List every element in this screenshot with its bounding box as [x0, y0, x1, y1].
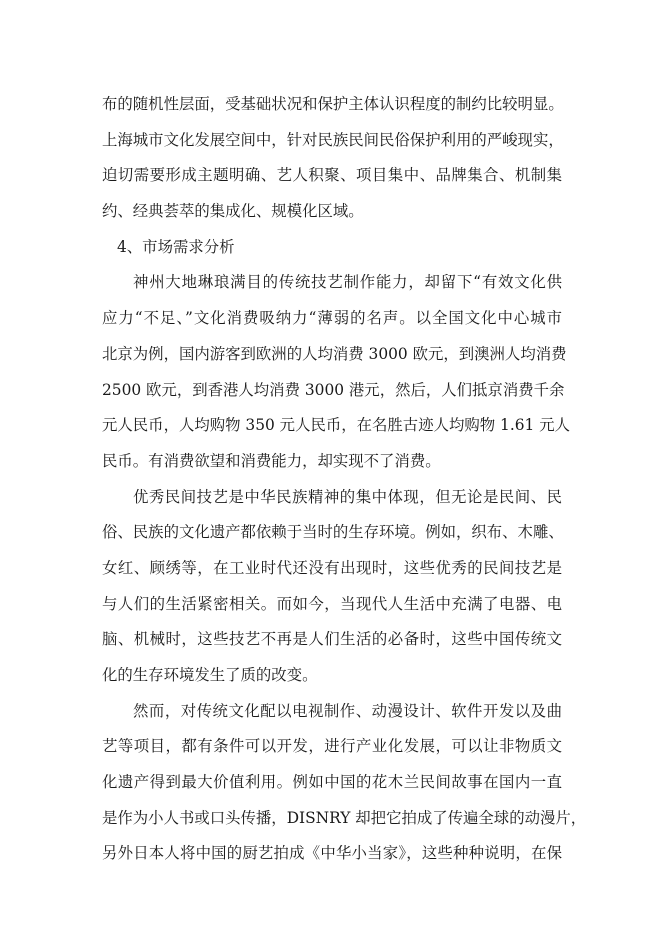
paragraph-1-line-1: 布的随机性层面，受基础状况和保护主体认识程度的制约比较明显。 — [102, 95, 564, 113]
paragraph-4-line-3: 化遗产得到最大价值利用。例如中国的花木兰民间故事在国内一直 — [102, 773, 562, 792]
paragraph-2-line-2: 应力“不足、”文化消费吸纳力“薄弱的名声。以全国文化中心城市 — [102, 309, 562, 328]
paragraph-1-line-3: 迫切需要形成主题明确、艺人积聚、项目集中、品牌集合、机制集 — [102, 166, 562, 185]
paragraph-3-line-3: 女红、顾绣等，在工业时代还没有出现时，这些优秀的民间技艺是 — [102, 558, 562, 577]
paragraph-2-line-1: 神州大地琳琅满目的传统技艺制作能力，却留下“有效文化供 — [133, 273, 562, 292]
paragraph-3-line-6: 化的生存环境发生了质的改变。 — [102, 666, 318, 684]
paragraph-1-line-4: 约、经典荟萃的集成化、规模化区域。 — [102, 202, 364, 221]
paragraph-3-line-4: 与人们的生活紧密相关。而如今，当现代人生活中充满了电器、电 — [102, 594, 562, 613]
paragraph-2-line-5: 元人民币，人均购物 350 元人民币，在名胜古迹人均购物 1.61 元人 — [102, 416, 570, 435]
paragraph-2-line-3: 北京为例，国内游客到欧洲的人均消费 3000 欧元，到澳洲人均消费 — [102, 344, 567, 363]
paragraph-4-line-5: 另外日本人将中国的厨艺拍成《中华小当家》，这些种种说明，在保 — [102, 844, 562, 863]
paragraph-3-line-2: 俗、民族的文化遗产都依赖于当时的生存环境。例如，织布、木雕、 — [102, 523, 564, 542]
paragraph-3-line-5: 脑、机械时，这些技艺不再是人们生活的必备时，这些中国传统文 — [102, 630, 562, 649]
paragraph-4-line-4: 是作为小人书或口头传播，DISNRY 却把它拍成了传遍全球的动漫片， — [102, 808, 587, 827]
paragraph-1-line-2: 上海城市文化发展空间中，针对民族民间民俗保护利用的严峻现实， — [102, 130, 564, 149]
paragraph-4-line-1: 然而，对传统文化配以电视制作、动漫设计、软件开发以及曲 — [133, 701, 562, 720]
document-body — [102, 87, 587, 872]
paragraph-3-line-1: 优秀民间技艺是中华民族精神的集中体现，但无论是民间、民 — [133, 487, 562, 506]
paragraph-2-line-6: 民币。有消费欲望和消费能力，却实现不了消费。 — [102, 451, 441, 470]
paragraph-4-line-2: 艺等项目，都有条件可以开发，进行产业化发展，可以让非物质文 — [102, 737, 562, 756]
paragraph-2-line-4: 2500 欧元，到香港人均消费 3000 港元，然后，人们抵京消费千余 — [102, 380, 565, 399]
section-heading: 4、市场需求分析 — [117, 237, 235, 256]
